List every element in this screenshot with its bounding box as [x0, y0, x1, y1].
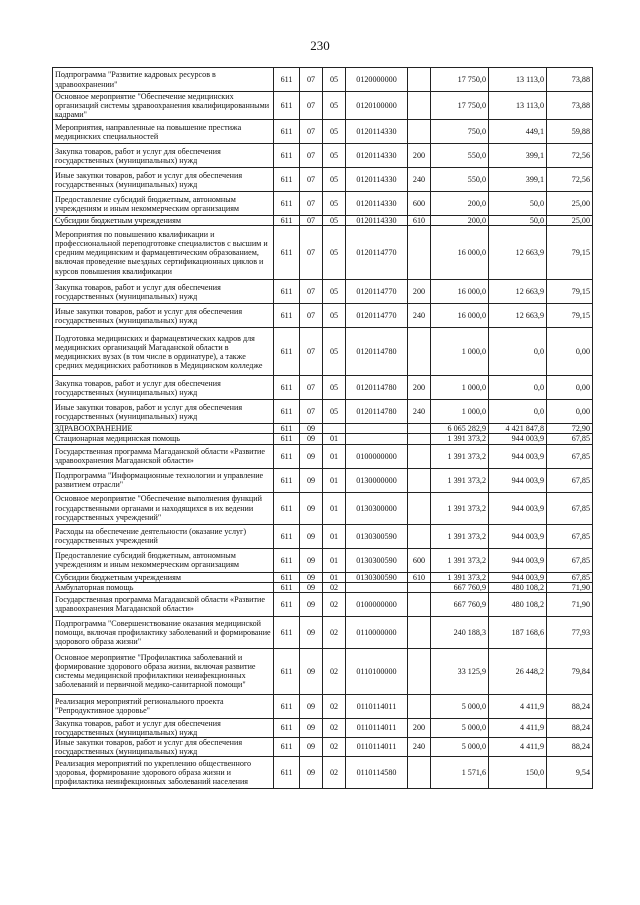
budget-item-name: Подготовка медицинских и фармацевтических кадров для медицинских организаций Магаданской области в медицинских вузах (в том числе в ординатуре), а также средних медицинских работников в Медицинском колледже [53, 328, 274, 376]
subsection-code: 05 [323, 68, 346, 92]
budget-item-name: Подпрограмма "Развитие кадровых ресурсов в здравоохранении" [53, 68, 274, 92]
ministry-code: 611 [274, 548, 300, 572]
expense-type-code: 600 [408, 192, 431, 216]
target-article-code: 0120114780 [346, 328, 408, 376]
execution-percent: 88,24 [547, 694, 593, 718]
section-code: 09 [300, 648, 323, 694]
execution-percent: 67,85 [547, 444, 593, 468]
execution-percent: 79,15 [547, 280, 593, 304]
table-row [53, 192, 593, 216]
execution-percent: 67,85 [547, 492, 593, 524]
ministry-code: 611 [274, 376, 300, 400]
ministry-code: 611 [274, 592, 300, 616]
table-row [53, 737, 593, 756]
target-article-code: 0100000000 [346, 592, 408, 616]
target-article-code [346, 434, 408, 444]
table-row [53, 328, 593, 376]
target-article-code: 0110114011 [346, 694, 408, 718]
expense-type-code: 200 [408, 144, 431, 168]
executed-amount: 12 663,9 [489, 280, 547, 304]
budget-item-name: Предоставление субсидий бюджетным, автономным учреждениям и иным некоммерческим организациям [53, 192, 274, 216]
subsection-code: 01 [323, 548, 346, 572]
execution-percent: 25,00 [547, 192, 593, 216]
section-code: 09 [300, 757, 323, 789]
expense-type-code: 200 [408, 280, 431, 304]
execution-percent: 88,24 [547, 718, 593, 737]
expense-type-code: 240 [408, 168, 431, 192]
planned-amount: 667 760,9 [431, 582, 489, 592]
planned-amount: 240 188,3 [431, 616, 489, 648]
budget-item-name: Реализация мероприятий регионального проекта "Репродуктивное здоровье" [53, 694, 274, 718]
target-article-code: 0120114770 [346, 280, 408, 304]
executed-amount: 944 003,9 [489, 548, 547, 572]
ministry-code: 611 [274, 492, 300, 524]
budget-item-name: Реализация мероприятий по укреплению общественного здоровья, формирование здорового образа жизни и профилактика неинфекционных заболеваний населения [53, 757, 274, 789]
executed-amount: 4 411,9 [489, 737, 547, 756]
planned-amount: 1 391 373,2 [431, 572, 489, 582]
ministry-code: 611 [274, 92, 300, 120]
planned-amount: 1 571,6 [431, 757, 489, 789]
table-row [53, 120, 593, 144]
ministry-code: 611 [274, 192, 300, 216]
executed-amount: 150,0 [489, 757, 547, 789]
ministry-code: 611 [274, 120, 300, 144]
budget-item-name: Закупка товаров, работ и услуг для обеспечения государственных (муниципальных) нужд [53, 376, 274, 400]
executed-amount: 944 003,9 [489, 572, 547, 582]
planned-amount: 33 125,9 [431, 648, 489, 694]
subsection-code: 02 [323, 757, 346, 789]
table-body [53, 68, 593, 789]
ministry-code: 611 [274, 400, 300, 424]
budget-item-name: Расходы на обеспечение деятельности (оказание услуг) государственных учреждений [53, 524, 274, 548]
ministry-code: 611 [274, 168, 300, 192]
budget-item-name: Закупка товаров, работ и услуг для обеспечения государственных (муниципальных) нужд [53, 280, 274, 304]
table-row [53, 524, 593, 548]
section-code: 09 [300, 524, 323, 548]
table-row [53, 376, 593, 400]
section-code: 07 [300, 328, 323, 376]
executed-amount: 944 003,9 [489, 468, 547, 492]
expense-type-code [408, 120, 431, 144]
section-code: 07 [300, 304, 323, 328]
expense-type-code [408, 92, 431, 120]
planned-amount: 667 760,9 [431, 592, 489, 616]
execution-percent: 9,54 [547, 757, 593, 789]
planned-amount: 550,0 [431, 168, 489, 192]
execution-percent: 67,85 [547, 468, 593, 492]
ministry-code: 611 [274, 468, 300, 492]
budget-item-name: Государственная программа Магаданской области «Развитие здравоохранения Магаданской области» [53, 444, 274, 468]
expense-type-code: 240 [408, 737, 431, 756]
planned-amount: 1 391 373,2 [431, 444, 489, 468]
target-article-code: 0120114330 [346, 216, 408, 226]
table-row [53, 216, 593, 226]
ministry-code: 611 [274, 304, 300, 328]
subsection-code: 05 [323, 280, 346, 304]
subsection-code: 01 [323, 468, 346, 492]
section-code: 09 [300, 582, 323, 592]
executed-amount: 0,0 [489, 328, 547, 376]
table-row [53, 492, 593, 524]
section-code: 07 [300, 120, 323, 144]
executed-amount: 399,1 [489, 144, 547, 168]
section-code: 07 [300, 68, 323, 92]
executed-amount: 480 108,2 [489, 592, 547, 616]
execution-percent: 25,00 [547, 216, 593, 226]
target-article-code: 0120114770 [346, 226, 408, 280]
table-row [53, 168, 593, 192]
planned-amount: 1 391 373,2 [431, 468, 489, 492]
ministry-code: 611 [274, 434, 300, 444]
ministry-code: 611 [274, 328, 300, 376]
expense-type-code [408, 424, 431, 434]
budget-item-name: Подпрограмма "Информационные технологии и управление развитием отрасли" [53, 468, 274, 492]
expense-type-code [408, 434, 431, 444]
executed-amount: 4 421 847,8 [489, 424, 547, 434]
planned-amount: 16 000,0 [431, 280, 489, 304]
executed-amount: 50,0 [489, 192, 547, 216]
budget-item-name: Иные закупки товаров, работ и услуг для обеспечения государственных (муниципальных) нужд [53, 304, 274, 328]
execution-percent: 71,90 [547, 582, 593, 592]
expense-type-code: 200 [408, 718, 431, 737]
planned-amount: 1 000,0 [431, 400, 489, 424]
ministry-code: 611 [274, 757, 300, 789]
planned-amount: 1 391 373,2 [431, 548, 489, 572]
expense-type-code [408, 444, 431, 468]
subsection-code: 02 [323, 648, 346, 694]
expense-type-code [408, 616, 431, 648]
planned-amount: 5 000,0 [431, 694, 489, 718]
executed-amount: 0,0 [489, 376, 547, 400]
target-article-code: 0130000000 [346, 468, 408, 492]
executed-amount: 12 663,9 [489, 304, 547, 328]
executed-amount: 0,0 [489, 400, 547, 424]
budget-execution-table [52, 67, 593, 789]
ministry-code: 611 [274, 68, 300, 92]
table-row [53, 424, 593, 434]
planned-amount: 16 000,0 [431, 304, 489, 328]
section-code: 07 [300, 144, 323, 168]
section-code: 09 [300, 468, 323, 492]
executed-amount: 944 003,9 [489, 524, 547, 548]
executed-amount: 26 448,2 [489, 648, 547, 694]
ministry-code: 611 [274, 616, 300, 648]
budget-item-name: Закупка товаров, работ и услуг для обеспечения государственных (муниципальных) нужд [53, 144, 274, 168]
table-row [53, 757, 593, 789]
budget-item-name: Амбулаторная помощь [53, 582, 274, 592]
table-row [53, 280, 593, 304]
executed-amount: 4 411,9 [489, 718, 547, 737]
target-article-code: 0110114011 [346, 737, 408, 756]
budget-item-name: Закупка товаров, работ и услуг для обеспечения государственных (муниципальных) нужд [53, 718, 274, 737]
target-article-code: 0130300000 [346, 492, 408, 524]
budget-item-name: Иные закупки товаров, работ и услуг для обеспечения государственных (муниципальных) нужд [53, 400, 274, 424]
target-article-code: 0120114780 [346, 400, 408, 424]
execution-percent: 79,15 [547, 304, 593, 328]
budget-item-name: Предоставление субсидий бюджетным, автономным учреждениям и иным некоммерческим организациям [53, 548, 274, 572]
budget-item-name: Государственная программа Магаданской области «Развитие здравоохранения Магаданской области» [53, 592, 274, 616]
ministry-code: 611 [274, 718, 300, 737]
section-code: 07 [300, 376, 323, 400]
execution-percent: 79,15 [547, 226, 593, 280]
page-number: 230 [310, 38, 330, 53]
target-article-code: 0120000000 [346, 68, 408, 92]
execution-percent: 59,88 [547, 120, 593, 144]
table-row [53, 444, 593, 468]
planned-amount: 1 000,0 [431, 376, 489, 400]
executed-amount: 944 003,9 [489, 492, 547, 524]
execution-percent: 67,85 [547, 524, 593, 548]
execution-percent: 88,24 [547, 737, 593, 756]
execution-percent: 0,00 [547, 400, 593, 424]
subsection-code: 05 [323, 144, 346, 168]
target-article-code: 0130300590 [346, 548, 408, 572]
table-row [53, 718, 593, 737]
ministry-code: 611 [274, 424, 300, 434]
expense-type-code [408, 68, 431, 92]
executed-amount: 944 003,9 [489, 434, 547, 444]
target-article-code: 0120114330 [346, 120, 408, 144]
table-row [53, 616, 593, 648]
execution-percent: 71,90 [547, 592, 593, 616]
planned-amount: 17 750,0 [431, 68, 489, 92]
execution-percent: 67,85 [547, 572, 593, 582]
planned-amount: 750,0 [431, 120, 489, 144]
expense-type-code: 240 [408, 400, 431, 424]
section-code: 09 [300, 694, 323, 718]
budget-item-name: Иные закупки товаров, работ и услуг для обеспечения государственных (муниципальных) нужд [53, 737, 274, 756]
ministry-code: 611 [274, 648, 300, 694]
ministry-code: 611 [274, 444, 300, 468]
ministry-code: 611 [274, 216, 300, 226]
expense-type-code [408, 582, 431, 592]
executed-amount: 13 113,0 [489, 92, 547, 120]
target-article-code: 0120114330 [346, 168, 408, 192]
subsection-code: 01 [323, 434, 346, 444]
ministry-code: 611 [274, 737, 300, 756]
subsection-code: 02 [323, 718, 346, 737]
target-article-code: 0120114770 [346, 304, 408, 328]
subsection-code: 05 [323, 328, 346, 376]
planned-amount: 5 000,0 [431, 718, 489, 737]
subsection-code: 01 [323, 444, 346, 468]
section-code: 09 [300, 444, 323, 468]
execution-percent: 0,00 [547, 376, 593, 400]
executed-amount: 4 411,9 [489, 694, 547, 718]
table-row [53, 226, 593, 280]
table-row [53, 144, 593, 168]
target-article-code: 0130300590 [346, 524, 408, 548]
table-row [53, 92, 593, 120]
planned-amount: 6 065 282,9 [431, 424, 489, 434]
subsection-code: 02 [323, 694, 346, 718]
execution-percent: 77,93 [547, 616, 593, 648]
subsection-code: 05 [323, 168, 346, 192]
subsection-code: 01 [323, 492, 346, 524]
expense-type-code: 600 [408, 548, 431, 572]
execution-percent: 72,90 [547, 424, 593, 434]
section-code: 09 [300, 737, 323, 756]
target-article-code: 0120114780 [346, 376, 408, 400]
execution-percent: 67,85 [547, 434, 593, 444]
ministry-code: 611 [274, 524, 300, 548]
expense-type-code [408, 492, 431, 524]
executed-amount: 399,1 [489, 168, 547, 192]
planned-amount: 200,0 [431, 192, 489, 216]
expense-type-code [408, 524, 431, 548]
target-article-code [346, 424, 408, 434]
subsection-code: 05 [323, 216, 346, 226]
execution-percent: 79,84 [547, 648, 593, 694]
expense-type-code [408, 328, 431, 376]
target-article-code: 0100000000 [346, 444, 408, 468]
table-row [53, 694, 593, 718]
expense-type-code: 610 [408, 572, 431, 582]
expense-type-code [408, 468, 431, 492]
ministry-code: 611 [274, 694, 300, 718]
budget-item-name: Субсидии бюджетным учреждениям [53, 572, 274, 582]
budget-item-name: Субсидии бюджетным учреждениям [53, 216, 274, 226]
planned-amount: 1 391 373,2 [431, 492, 489, 524]
planned-amount: 1 391 373,2 [431, 524, 489, 548]
subsection-code: 02 [323, 616, 346, 648]
subsection-code: 01 [323, 572, 346, 582]
ministry-code: 611 [274, 572, 300, 582]
section-code: 07 [300, 92, 323, 120]
table-row [53, 68, 593, 92]
table-row [53, 648, 593, 694]
expense-type-code [408, 592, 431, 616]
planned-amount: 1 391 373,2 [431, 434, 489, 444]
budget-item-name: Мероприятия, направленные на повышение престижа медицинских специальностей [53, 120, 274, 144]
table-row [53, 548, 593, 572]
expense-type-code: 200 [408, 376, 431, 400]
execution-percent: 72,56 [547, 144, 593, 168]
subsection-code: 05 [323, 192, 346, 216]
section-code: 09 [300, 548, 323, 572]
executed-amount: 944 003,9 [489, 444, 547, 468]
subsection-code [323, 424, 346, 434]
target-article-code: 0120100000 [346, 92, 408, 120]
table-row [53, 592, 593, 616]
ministry-code: 611 [274, 226, 300, 280]
ministry-code: 611 [274, 280, 300, 304]
executed-amount: 187 168,6 [489, 616, 547, 648]
table-row [53, 468, 593, 492]
section-code: 09 [300, 572, 323, 582]
execution-percent: 72,56 [547, 168, 593, 192]
section-code: 09 [300, 592, 323, 616]
budget-item-name: Подпрограмма "Совершенствование оказания медицинской помощи, включая профилактику заболеваний и формирование здорового образа жизни" [53, 616, 274, 648]
executed-amount: 480 108,2 [489, 582, 547, 592]
section-code: 09 [300, 492, 323, 524]
section-code: 07 [300, 168, 323, 192]
execution-percent: 73,88 [547, 68, 593, 92]
budget-item-name: Мероприятия по повышению квалификации и профессиональной переподготовке специалистов с высшим и средним медицинским и фармацевтическим образованием, включая проведение выездных сертификационных циклов и курсов повышения квалификации [53, 226, 274, 280]
expense-type-code: 610 [408, 216, 431, 226]
subsection-code: 05 [323, 120, 346, 144]
target-article-code: 0110114011 [346, 718, 408, 737]
table-row [53, 582, 593, 592]
table-row [53, 572, 593, 582]
budget-item-name: Стационарная медицинская помощь [53, 434, 274, 444]
expense-type-code [408, 694, 431, 718]
executed-amount: 12 663,9 [489, 226, 547, 280]
budget-item-name: Основное мероприятие "Обеспечение выполнения функций государственными органами и находящихся в их ведении государственных учреждений" [53, 492, 274, 524]
table-row [53, 304, 593, 328]
table-row [53, 400, 593, 424]
subsection-code: 05 [323, 226, 346, 280]
expense-type-code [408, 226, 431, 280]
subsection-code: 02 [323, 582, 346, 592]
planned-amount: 17 750,0 [431, 92, 489, 120]
section-code: 07 [300, 280, 323, 304]
executed-amount: 50,0 [489, 216, 547, 226]
ministry-code: 611 [274, 582, 300, 592]
section-code: 07 [300, 226, 323, 280]
target-article-code [346, 582, 408, 592]
target-article-code: 0130300590 [346, 572, 408, 582]
expense-type-code [408, 757, 431, 789]
target-article-code: 0120114330 [346, 192, 408, 216]
expense-type-code [408, 648, 431, 694]
planned-amount: 200,0 [431, 216, 489, 226]
section-code: 09 [300, 616, 323, 648]
section-code: 09 [300, 434, 323, 444]
executed-amount: 13 113,0 [489, 68, 547, 92]
execution-percent: 73,88 [547, 92, 593, 120]
section-code: 07 [300, 216, 323, 226]
section-code: 09 [300, 718, 323, 737]
expense-type-code: 240 [408, 304, 431, 328]
planned-amount: 16 000,0 [431, 226, 489, 280]
subsection-code: 05 [323, 376, 346, 400]
target-article-code: 0120114330 [346, 144, 408, 168]
subsection-code: 02 [323, 592, 346, 616]
execution-percent: 0,00 [547, 328, 593, 376]
table-row [53, 434, 593, 444]
budget-item-name: Иные закупки товаров, работ и услуг для обеспечения государственных (муниципальных) нужд [53, 168, 274, 192]
subsection-code: 05 [323, 400, 346, 424]
ministry-code: 611 [274, 144, 300, 168]
budget-item-name: ЗДРАВООХРАНЕНИЕ [53, 424, 274, 434]
planned-amount: 550,0 [431, 144, 489, 168]
executed-amount: 449,1 [489, 120, 547, 144]
subsection-code: 05 [323, 92, 346, 120]
subsection-code: 02 [323, 737, 346, 756]
section-code: 07 [300, 400, 323, 424]
budget-item-name: Основное мероприятие "Профилактика заболеваний и формирование здорового образа жизни, включая развитие системы медицинской профилактики неинфекционных заболеваний и первичной медико-санитарной помощи" [53, 648, 274, 694]
section-code: 09 [300, 424, 323, 434]
target-article-code: 0110100000 [346, 648, 408, 694]
execution-percent: 67,85 [547, 548, 593, 572]
planned-amount: 5 000,0 [431, 737, 489, 756]
target-article-code: 0110114580 [346, 757, 408, 789]
subsection-code: 05 [323, 304, 346, 328]
budget-item-name: Основное мероприятие "Обеспечение медицинских организаций системы здравоохранения квалифицированными кадрами" [53, 92, 274, 120]
section-code: 07 [300, 192, 323, 216]
planned-amount: 1 000,0 [431, 328, 489, 376]
subsection-code: 01 [323, 524, 346, 548]
target-article-code: 0110000000 [346, 616, 408, 648]
